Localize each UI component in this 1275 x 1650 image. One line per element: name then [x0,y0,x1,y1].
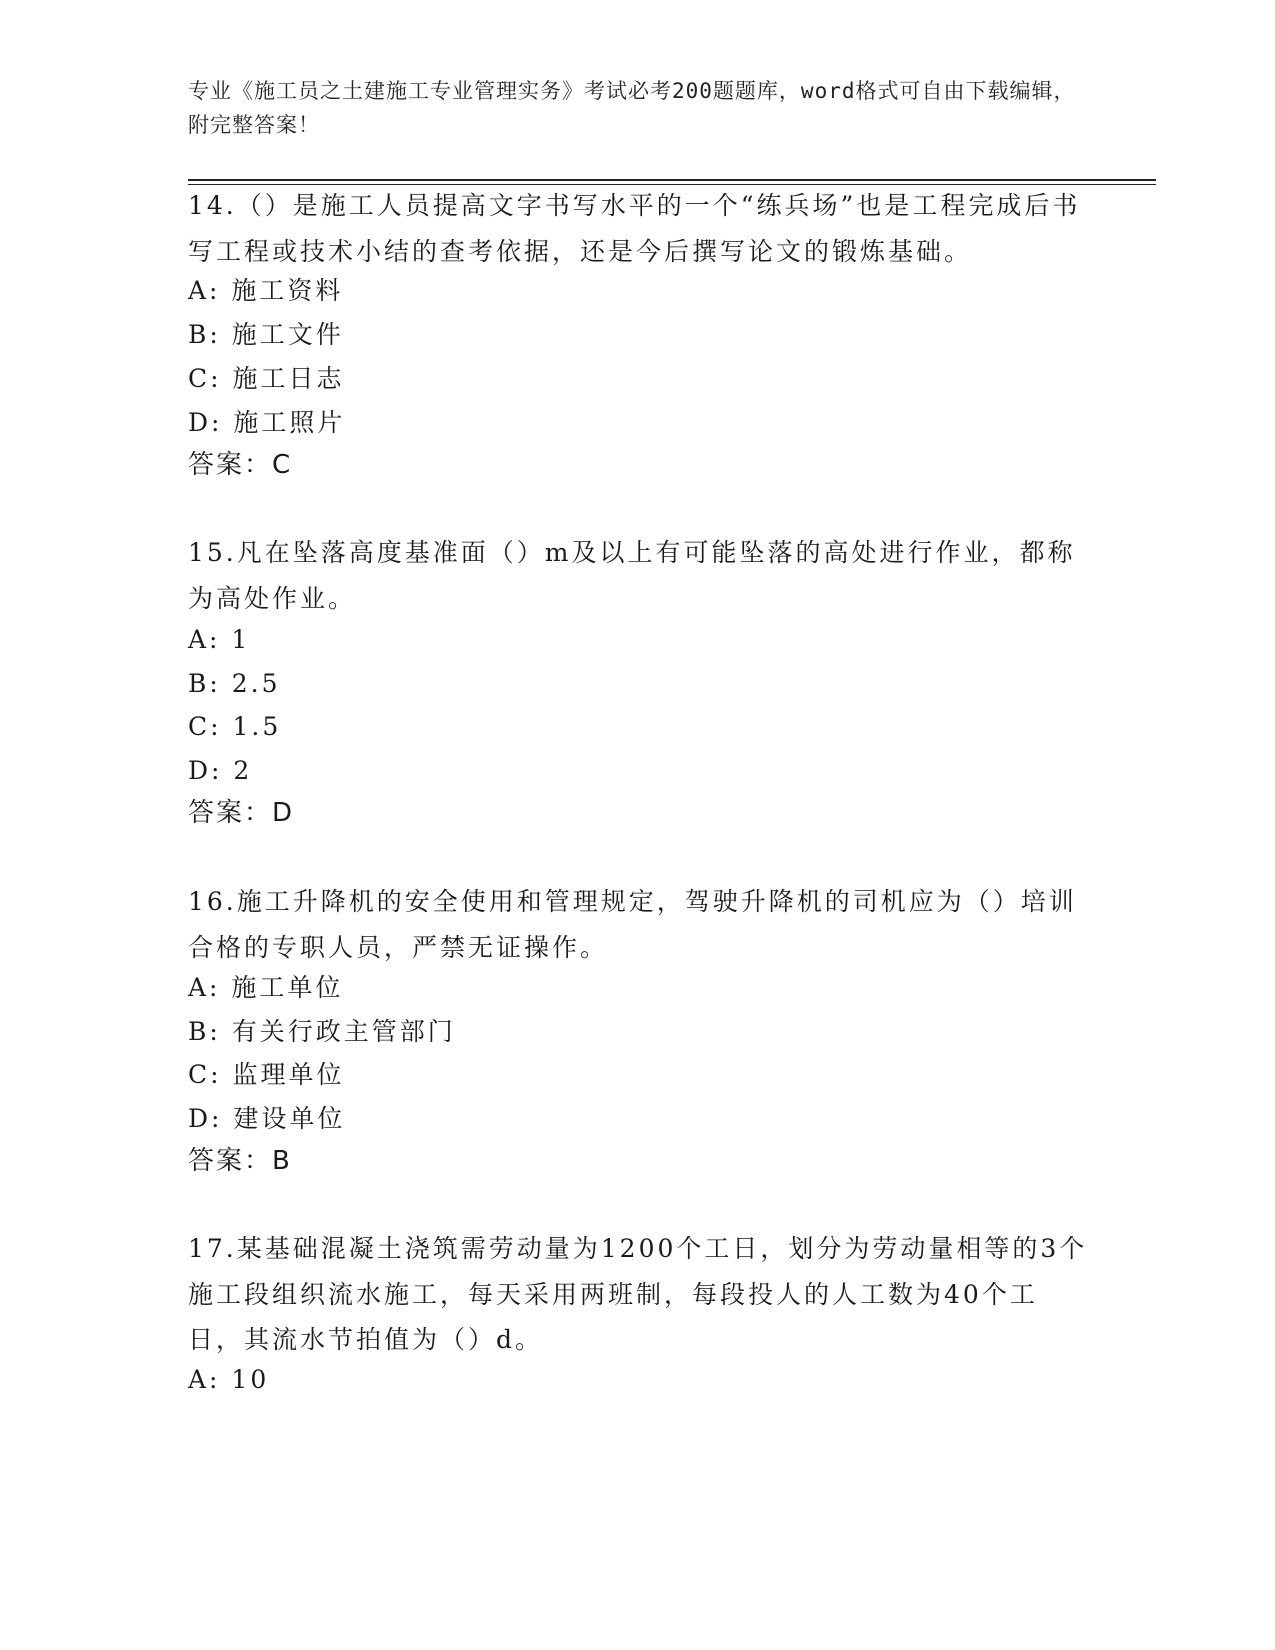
question-15-option-a: A: 1 [188,625,251,654]
answer-value: D [272,798,295,828]
question-15-answer [188,791,294,836]
question-stem-17: 17.某基础混凝土浇筑需劳动量为1200个工日，划分为劳动量相等的3个施工段组织流水施工，每天采用两班制，每段投人的人工数为40个工日，其流水节拍值为（）d。 [188,1234,1088,1354]
question-15-option-b: B: 2.5 [188,669,281,698]
question-17-option-a: A: 10 [188,1365,270,1394]
question-16-option-a: A: 施工单位 [188,973,344,1002]
question-14-option-b: B: 施工文件 [188,320,344,349]
question-15-option-d: D: 2 [188,756,253,785]
answer-label: 答案： [188,450,273,480]
question-stem-14: 14.（）是施工人员提高文字书写水平的一个“练兵场”也是工程完成后书写工程或技术小结的查考依据，还是今后撰写论文的锻炼基础。 [188,191,1081,266]
answer-value: C [272,450,293,480]
answer-label: 答案： [188,1146,273,1176]
document-header: 专业《施工员之土建施工专业管理实务》考试必考200题题库，word格式可自由下载编辑，附完整答案！ [188,79,1076,137]
answer-value: B [272,1146,292,1176]
question-14-option-a: A: 施工资料 [188,276,344,305]
header-divider [188,179,1156,181]
question-16-answer [188,1139,292,1184]
question-stem-16: 16.施工升降机的安全使用和管理规定，驾驶升降机的司机应为（）培训合格的专职人员，严禁无证操作。 [188,887,1077,962]
question-14-option-d: D: 施工照片 [188,408,346,437]
question-stem-15: 15.凡在坠落高度基准面（）m及以上有可能坠落的高处进行作业，都称为高处作业。 [188,538,1076,613]
question-14-answer [188,443,292,488]
question-14-option-c: C: 施工日志 [188,364,345,393]
question-16-option-c: C: 监理单位 [188,1060,345,1089]
question-15-option-c: C: 1.5 [188,712,282,741]
question-16-option-b: B: 有关行政主管部门 [188,1017,456,1046]
question-16-option-d: D: 建设单位 [188,1104,346,1133]
answer-label: 答案： [188,798,273,828]
